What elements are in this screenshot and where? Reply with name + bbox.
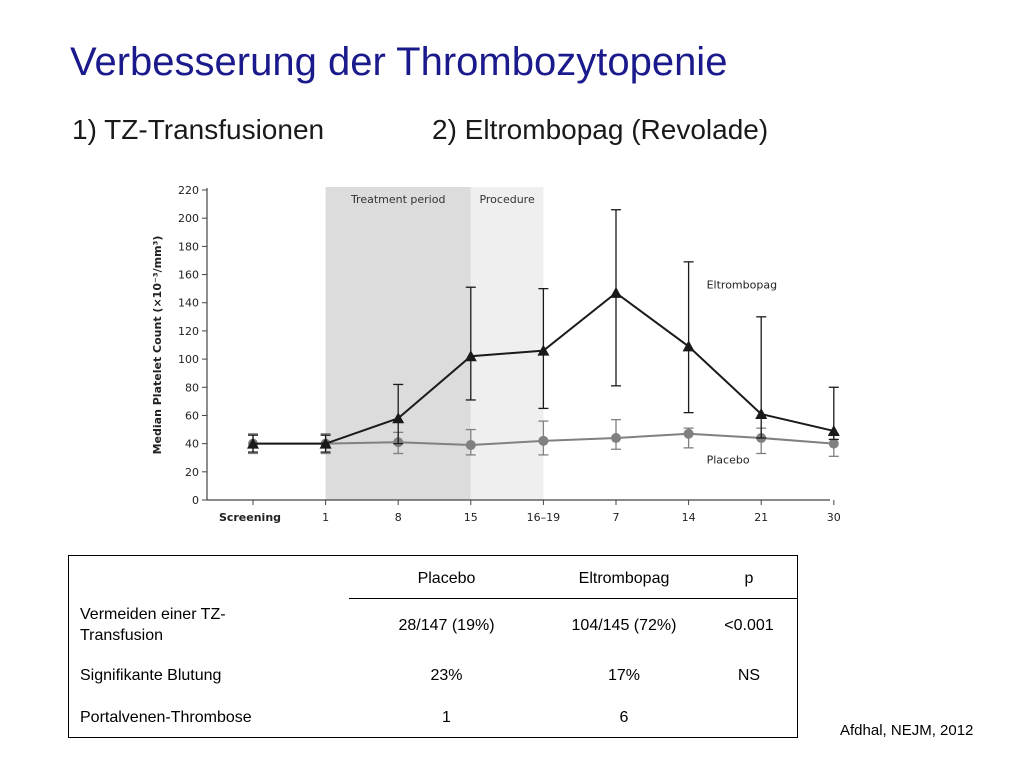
placebo-point-5 <box>611 433 621 443</box>
cell-thrombosis-placebo: 1 <box>442 709 451 726</box>
shaded-region-label-1: Procedure <box>479 193 535 206</box>
y-tick-label-100: 100 <box>178 353 199 367</box>
cell-transfusion-placebo: 28/147 (19%) <box>398 617 495 634</box>
subtitle-eltrombopag: 2) Eltrombopag (Revolade) <box>432 114 769 145</box>
y-tick-label-220: 220 <box>178 184 199 197</box>
placebo-point-3 <box>466 440 476 450</box>
y-tick-label-180: 180 <box>178 240 199 254</box>
series-label-placebo: Placebo <box>706 453 750 467</box>
subtitle-transfusions: 1) TZ-Transfusionen <box>72 114 325 145</box>
cell-transfusion-eltrombopag: 104/145 (72%) <box>571 617 677 634</box>
placebo-point-8 <box>829 439 839 449</box>
shaded-region-1 <box>471 187 544 500</box>
y-tick-label-140: 140 <box>178 296 199 310</box>
y-tick-label-120: 120 <box>178 324 199 338</box>
row-label-transfusion-avoidance: Vermeiden einer TZ- Transfusion <box>80 606 226 644</box>
chart-svg <box>140 175 840 535</box>
placebo-point-6 <box>684 429 694 439</box>
y-tick-label-200: 200 <box>178 212 199 226</box>
col-header-eltrombopag: Eltrombopag <box>578 570 670 587</box>
row-label-bleeding: Signifikante Blutung <box>80 667 222 684</box>
series-label-eltrombopag: Eltrombopag <box>706 278 778 292</box>
col-header-p: p <box>744 570 754 587</box>
outcomes-table <box>68 555 798 738</box>
x-tick-label-1: 1 <box>322 511 330 524</box>
cell-bleeding-p: NS <box>737 667 761 684</box>
eltrombopag-point-6 <box>683 340 695 351</box>
x-tick-label-2: 8 <box>394 511 402 524</box>
cell-thrombosis-eltrombopag: 6 <box>619 709 629 726</box>
eltrombopag-point-5 <box>610 287 622 298</box>
y-tick-label-40: 40 <box>185 437 199 451</box>
slide-title: Verbesserung der Thrombozytopenie <box>70 40 728 84</box>
x-tick-label-6: 14 <box>681 511 696 524</box>
citation: Afdhal, NEJM, 2012 <box>840 722 974 739</box>
y-tick-label-80: 80 <box>185 381 199 395</box>
y-tick-label-160: 160 <box>178 268 199 282</box>
cell-transfusion-p: <0.001 <box>724 617 774 634</box>
y-tick-label-20: 20 <box>185 465 199 479</box>
x-tick-label-5: 7 <box>612 511 620 524</box>
y-tick-label-60: 60 <box>185 409 199 423</box>
y-tick-label-0: 0 <box>192 494 199 507</box>
cell-bleeding-placebo: 23% <box>430 667 463 684</box>
x-tick-label-3: 15 <box>463 511 478 524</box>
cell-bleeding-eltrombopag: 17% <box>607 667 641 684</box>
x-tick-label-4: 16–19 <box>526 511 561 524</box>
placebo-point-4 <box>538 436 548 446</box>
shaded-region-label-0: Treatment period <box>350 193 446 206</box>
x-tick-label-7: 21 <box>754 511 769 524</box>
x-tick-label-8: 30 <box>826 511 840 524</box>
col-header-placebo: Placebo <box>417 570 476 587</box>
header-rule <box>349 598 797 599</box>
row-label-portal-thrombosis: Portalvenen-Thrombose <box>80 709 252 726</box>
platelet-count-chart <box>140 175 840 540</box>
y-axis-label: Median Platelet Count (×10⁻³/mm³) <box>151 235 164 455</box>
x-tick-label-0: Screening <box>218 511 282 524</box>
